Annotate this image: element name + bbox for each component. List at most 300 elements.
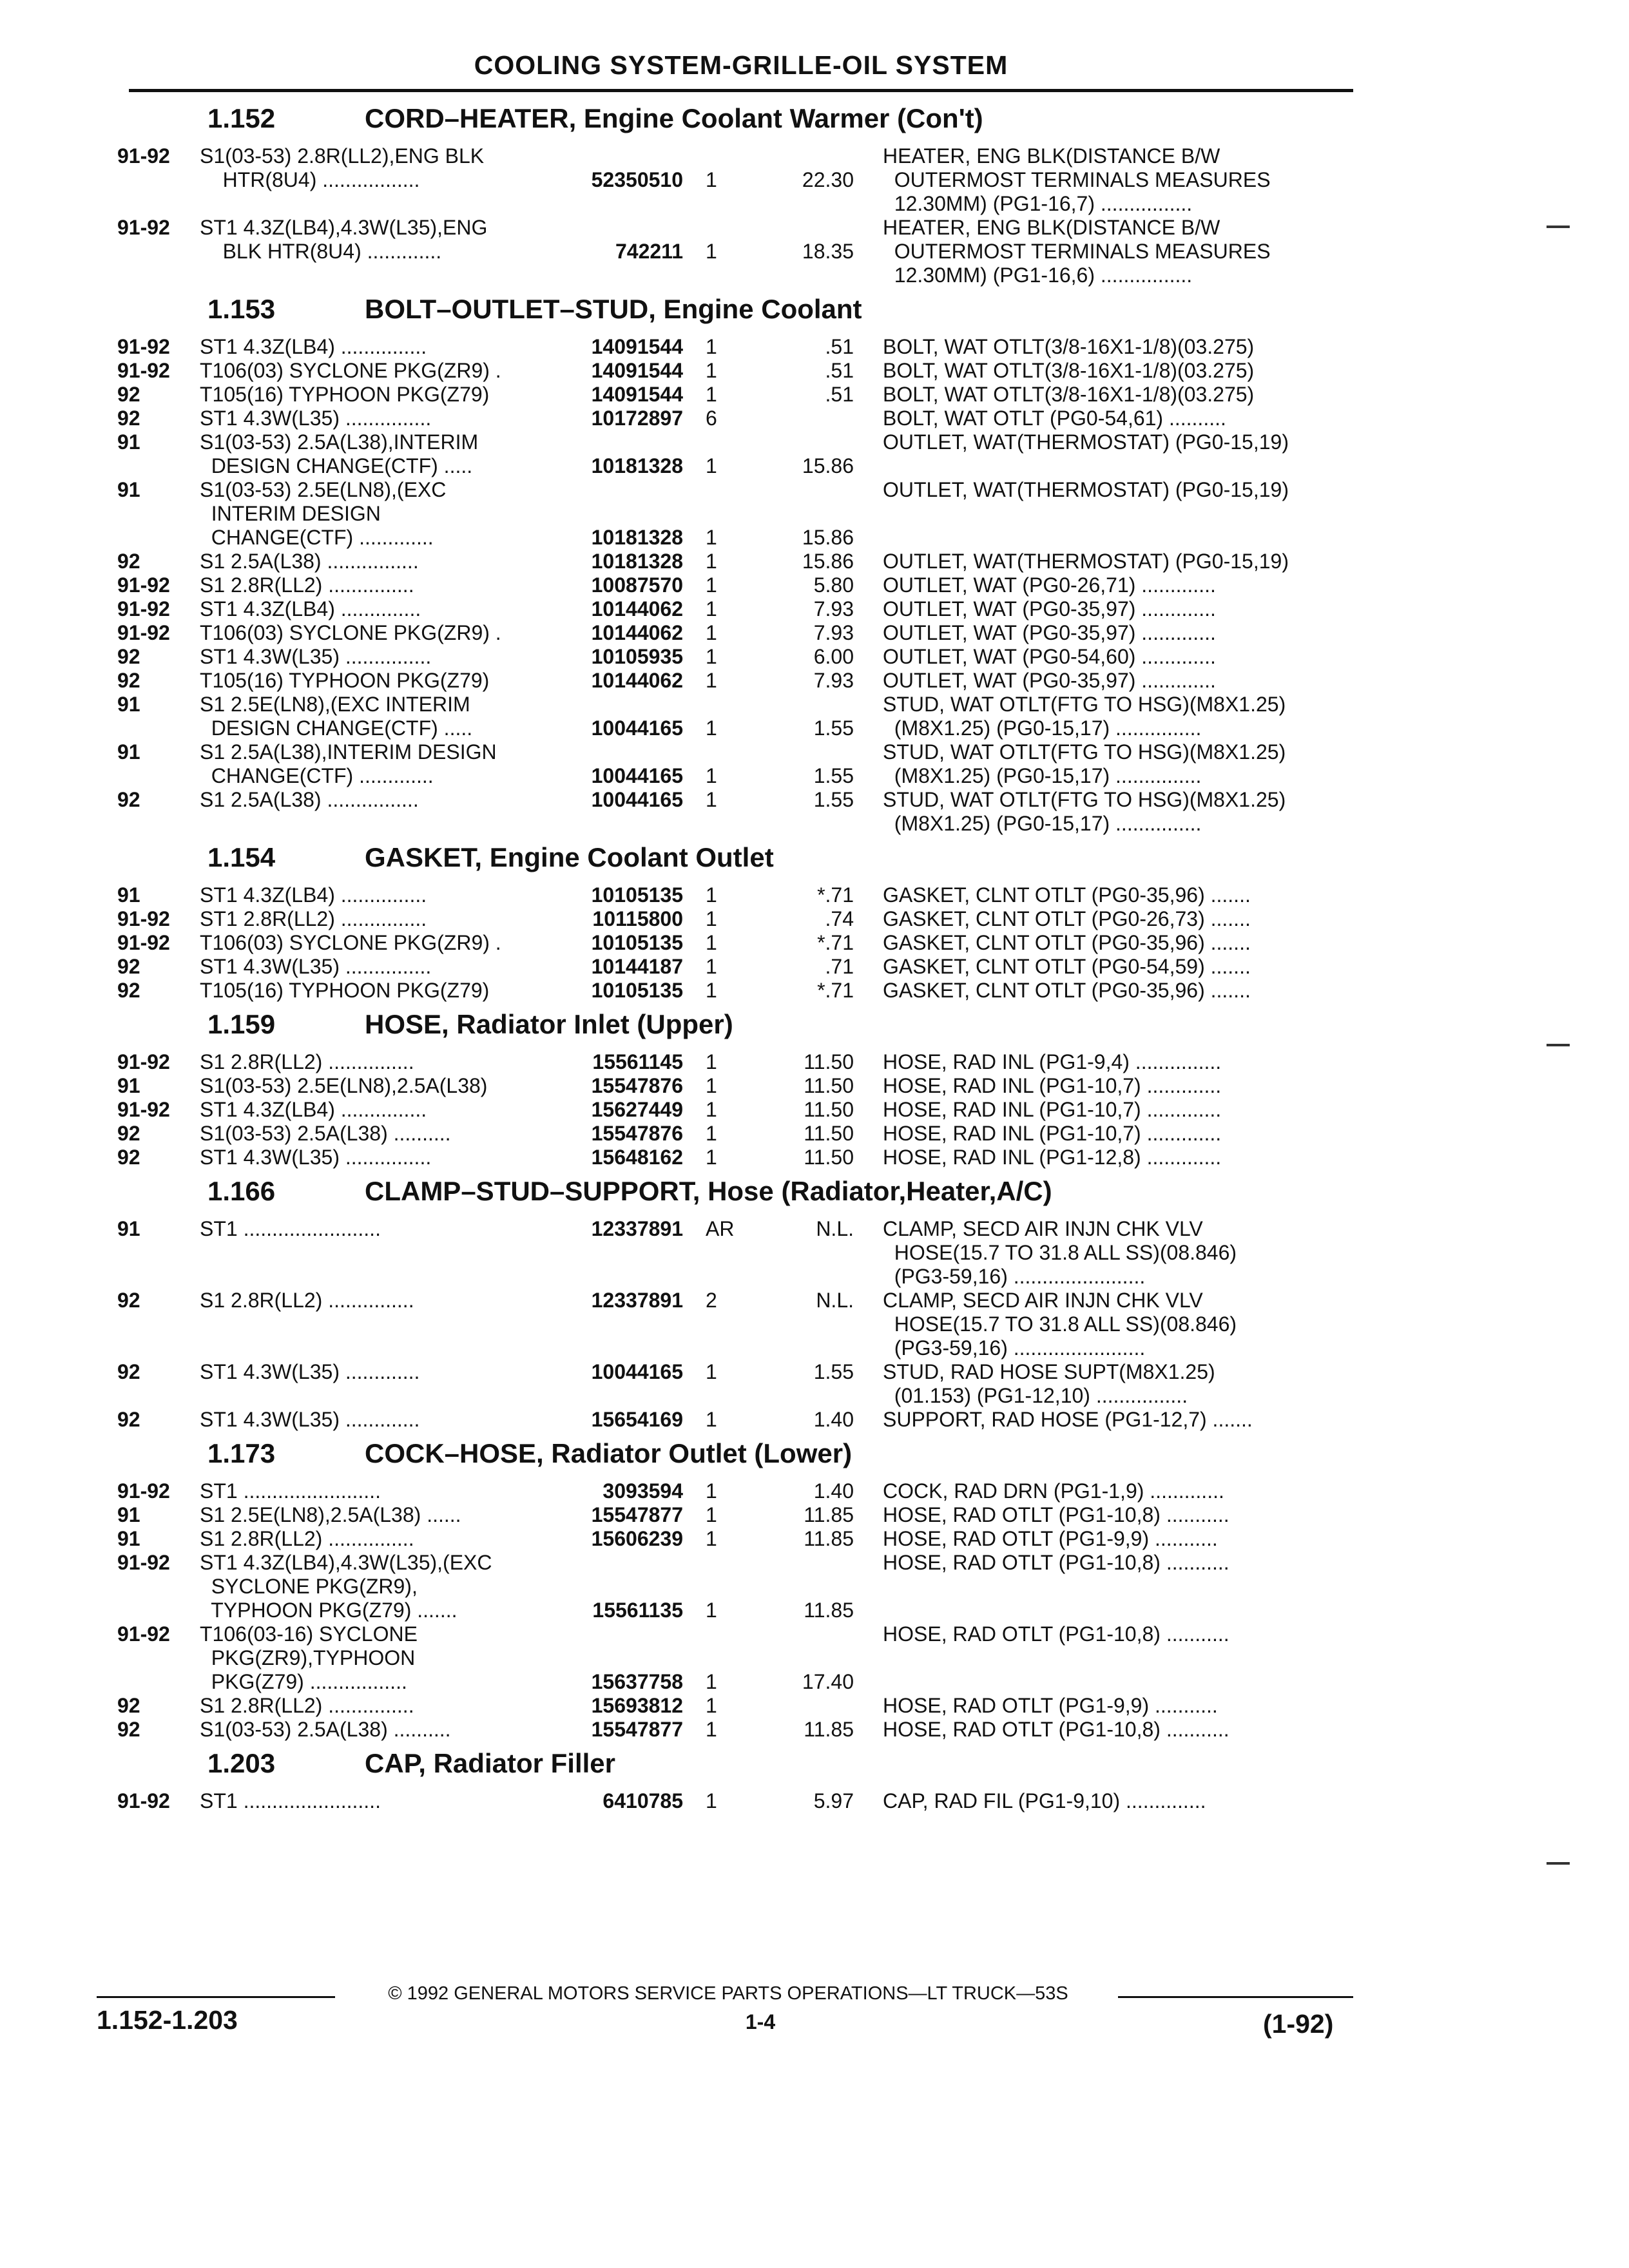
row-line bbox=[0, 1074, 1629, 1098]
part-description: HOSE, RAD OTLT (PG1-10,8) ........... bbox=[883, 1551, 1229, 1574]
model-year: 91 bbox=[117, 1074, 140, 1097]
quantity: 1 bbox=[706, 764, 717, 787]
model-year: 92 bbox=[117, 383, 140, 406]
model-year: 91 bbox=[117, 430, 140, 454]
price: 5.80 bbox=[813, 573, 854, 597]
model-description: ST1 4.3W(L35) ............. bbox=[200, 1360, 420, 1383]
parts-row bbox=[0, 1527, 1629, 1551]
row-line bbox=[0, 216, 1629, 240]
quantity: 1 bbox=[706, 1408, 717, 1431]
parts-row bbox=[0, 1050, 1629, 1074]
quantity: AR bbox=[706, 1217, 735, 1240]
part-number: 10181328 bbox=[591, 550, 683, 573]
part-number: 15547876 bbox=[591, 1074, 683, 1097]
price: 15.86 bbox=[802, 550, 854, 573]
price: 11.50 bbox=[804, 1098, 854, 1121]
parts-row bbox=[0, 669, 1629, 693]
model-description: S1 2.5A(L38) ................ bbox=[200, 788, 419, 811]
part-description: BOLT, WAT OTLT (PG0-54,61) .......... bbox=[883, 407, 1226, 430]
model-description: ST1 4.3W(L35) ............... bbox=[200, 645, 432, 668]
quantity: 1 bbox=[706, 931, 717, 954]
section-heading bbox=[0, 1003, 1629, 1050]
part-description: OUTLET, WAT (PG0-26,71) ............. bbox=[883, 573, 1216, 597]
part-description: OUTERMOST TERMINALS MEASURES bbox=[883, 168, 1271, 191]
model-description: CHANGE(CTF) ............. bbox=[200, 764, 434, 787]
footer-copyright: © 1992 GENERAL MOTORS SERVICE PARTS OPERATIONS—LT TRUCK—53S bbox=[388, 1983, 1068, 2004]
price: .51 bbox=[825, 359, 854, 382]
section-title: CAP, Radiator Filler bbox=[365, 1748, 615, 1778]
model-year: 91-92 bbox=[117, 335, 170, 358]
row-line bbox=[0, 383, 1629, 407]
model-year: 91 bbox=[117, 1217, 140, 1240]
part-number: 10144062 bbox=[591, 669, 683, 692]
quantity: 1 bbox=[706, 955, 717, 978]
model-description: S1(03-53) 2.5A(L38),INTERIM bbox=[200, 430, 479, 454]
part-description: HOSE, RAD OTLT (PG1-10,8) ........... bbox=[883, 1622, 1229, 1646]
model-description: HTR(8U4) ................. bbox=[200, 168, 420, 191]
model-year: 92 bbox=[117, 407, 140, 430]
model-description: S1 2.8R(LL2) ............... bbox=[200, 1694, 414, 1717]
section-heading bbox=[0, 97, 1629, 144]
model-description: S1(03-53) 2.5E(LN8),(EXC bbox=[200, 478, 447, 501]
model-description: BLK HTR(8U4) ............. bbox=[200, 240, 442, 263]
quantity: 1 bbox=[706, 1599, 717, 1622]
part-number: 15561135 bbox=[592, 1599, 683, 1622]
row-line bbox=[0, 526, 1629, 550]
row-line bbox=[0, 502, 1629, 526]
part-description: GASKET, CLNT OTLT (PG0-35,96) ....... bbox=[883, 979, 1251, 1002]
part-number: 10105135 bbox=[591, 979, 683, 1002]
footer-section-range: 1.152-1.203 bbox=[97, 2005, 238, 2035]
part-description: HOSE, RAD INL (PG1-10,7) ............. bbox=[883, 1122, 1222, 1145]
quantity: 1 bbox=[706, 669, 717, 692]
part-description: OUTERMOST TERMINALS MEASURES bbox=[883, 240, 1271, 263]
parts-row bbox=[0, 1074, 1629, 1098]
section-heading bbox=[0, 1742, 1629, 1789]
quantity: 1 bbox=[706, 597, 717, 620]
part-description: HOSE, RAD INL (PG1-10,7) ............. bbox=[883, 1098, 1222, 1121]
price: 1.55 bbox=[813, 716, 854, 740]
part-description: (M8X1.25) (PG0-15,17) ............... bbox=[883, 716, 1202, 740]
model-year: 91-92 bbox=[117, 1622, 170, 1646]
price: 1.55 bbox=[813, 788, 854, 811]
row-line bbox=[0, 1098, 1629, 1122]
price: 11.50 bbox=[804, 1146, 854, 1169]
parts-row bbox=[0, 1503, 1629, 1527]
row-line bbox=[0, 335, 1629, 359]
parts-row bbox=[0, 430, 1629, 478]
model-description: ST1 ........................ bbox=[200, 1479, 381, 1503]
model-description: T105(16) TYPHOON PKG(Z79) bbox=[200, 383, 490, 406]
quantity: 1 bbox=[706, 1670, 717, 1693]
part-description: GASKET, CLNT OTLT (PG0-54,59) ....... bbox=[883, 955, 1251, 978]
quantity: 1 bbox=[706, 1527, 717, 1550]
row-line bbox=[0, 454, 1629, 478]
part-description: HOSE, RAD OTLT (PG1-9,9) ........... bbox=[883, 1694, 1218, 1717]
quantity: 1 bbox=[706, 1098, 717, 1121]
part-description: (PG3-59,16) ....................... bbox=[883, 1336, 1146, 1360]
section-title: BOLT–OUTLET–STUD, Engine Coolant bbox=[365, 294, 862, 324]
row-line bbox=[0, 1408, 1629, 1432]
part-number: 10115800 bbox=[592, 907, 683, 930]
row-line bbox=[0, 430, 1629, 454]
margin-mark bbox=[1547, 1044, 1570, 1046]
row-line bbox=[0, 192, 1629, 216]
parts-row bbox=[0, 740, 1629, 788]
part-description: (M8X1.25) (PG0-15,17) ............... bbox=[883, 764, 1202, 787]
part-number: 10144062 bbox=[591, 597, 683, 620]
part-number: 15606239 bbox=[591, 1527, 683, 1550]
row-line bbox=[0, 1122, 1629, 1146]
model-year: 91-92 bbox=[117, 573, 170, 597]
parts-row bbox=[0, 1694, 1629, 1718]
section-title: HOSE, Radiator Inlet (Upper) bbox=[365, 1009, 733, 1039]
row-line bbox=[0, 931, 1629, 955]
section-number: 1.153 bbox=[207, 294, 276, 324]
row-line bbox=[0, 621, 1629, 645]
model-description: ST1 4.3W(L35) ............... bbox=[200, 955, 432, 978]
model-year: 92 bbox=[117, 955, 140, 978]
model-year: 92 bbox=[117, 1146, 140, 1169]
model-description: ST1 4.3Z(LB4) ............... bbox=[200, 335, 427, 358]
model-year: 91 bbox=[117, 478, 140, 501]
parts-row bbox=[0, 573, 1629, 597]
part-number: 742211 bbox=[615, 240, 683, 263]
parts-row bbox=[0, 1551, 1629, 1622]
model-description: ST1 4.3W(L35) ............. bbox=[200, 1408, 420, 1431]
quantity: 1 bbox=[706, 1074, 717, 1097]
parts-row bbox=[0, 1718, 1629, 1742]
model-year: 91 bbox=[117, 693, 140, 716]
part-description: BOLT, WAT OTLT(3/8-16X1-1/8)(03.275) bbox=[883, 359, 1255, 382]
model-description: T106(03-16) SYCLONE bbox=[200, 1622, 418, 1646]
model-description: S1 2.5E(LN8),(EXC INTERIM bbox=[200, 693, 470, 716]
row-line bbox=[0, 764, 1629, 788]
part-number: 10044165 bbox=[591, 764, 683, 787]
quantity: 1 bbox=[706, 621, 717, 644]
part-number: 10105135 bbox=[591, 931, 683, 954]
model-description: ST1 4.3Z(LB4) .............. bbox=[200, 597, 421, 620]
section-number: 1.152 bbox=[207, 103, 276, 133]
part-description: (M8X1.25) (PG0-15,17) ............... bbox=[883, 812, 1202, 835]
model-description: PKG(Z79) ................. bbox=[200, 1670, 407, 1693]
quantity: 1 bbox=[706, 573, 717, 597]
quantity: 6 bbox=[706, 407, 717, 430]
row-line bbox=[0, 645, 1629, 669]
part-description: OUTLET, WAT (PG0-35,97) ............. bbox=[883, 621, 1216, 644]
margin-mark bbox=[1547, 1862, 1570, 1865]
part-number: 14091544 bbox=[591, 383, 683, 406]
part-number: 6410785 bbox=[602, 1789, 683, 1812]
quantity: 1 bbox=[706, 1718, 717, 1741]
model-description: T106(03) SYCLONE PKG(ZR9) . bbox=[200, 931, 501, 954]
model-year: 92 bbox=[117, 1289, 140, 1312]
price: 7.93 bbox=[813, 621, 854, 644]
model-description: ST1 2.8R(LL2) ............... bbox=[200, 907, 427, 930]
model-year: 91-92 bbox=[117, 1479, 170, 1503]
model-description: DESIGN CHANGE(CTF) ..... bbox=[200, 716, 473, 740]
row-line bbox=[0, 1551, 1629, 1575]
quantity: 1 bbox=[706, 645, 717, 668]
part-description: HOSE, RAD INL (PG1-9,4) ............... bbox=[883, 1050, 1222, 1073]
model-year: 91 bbox=[117, 883, 140, 907]
model-year: 92 bbox=[117, 1122, 140, 1145]
parts-row bbox=[0, 1217, 1629, 1289]
header-rule bbox=[129, 89, 1353, 92]
parts-row bbox=[0, 693, 1629, 740]
row-line bbox=[0, 168, 1629, 192]
price: 1.55 bbox=[813, 764, 854, 787]
model-description: CHANGE(CTF) ............. bbox=[200, 526, 434, 549]
part-description: HOSE, RAD OTLT (PG1-10,8) ........... bbox=[883, 1503, 1229, 1526]
model-year: 91-92 bbox=[117, 359, 170, 382]
part-description: CAP, RAD FIL (PG1-9,10) .............. bbox=[883, 1789, 1206, 1812]
parts-row bbox=[0, 907, 1629, 931]
row-line bbox=[0, 1050, 1629, 1074]
model-year: 91-92 bbox=[117, 907, 170, 930]
row-line bbox=[0, 1527, 1629, 1551]
price: .51 bbox=[825, 383, 854, 406]
part-description: BOLT, WAT OTLT(3/8-16X1-1/8)(03.275) bbox=[883, 383, 1255, 406]
model-year: 92 bbox=[117, 788, 140, 811]
row-line bbox=[0, 955, 1629, 979]
row-line bbox=[0, 979, 1629, 1003]
row-line bbox=[0, 693, 1629, 716]
page-title: COOLING SYSTEM-GRILLE-OIL SYSTEM bbox=[474, 50, 1008, 80]
model-description: S1 2.5A(L38) ................ bbox=[200, 550, 419, 573]
model-description: S1 2.8R(LL2) ............... bbox=[200, 1527, 414, 1550]
model-description: S1 2.5A(L38),INTERIM DESIGN bbox=[200, 740, 497, 764]
parts-row bbox=[0, 144, 1629, 216]
section-title: GASKET, Engine Coolant Outlet bbox=[365, 842, 774, 872]
model-description: S1 2.5E(LN8),2.5A(L38) ...... bbox=[200, 1503, 461, 1526]
row-line bbox=[0, 1694, 1629, 1718]
row-line bbox=[0, 1622, 1629, 1646]
model-description: INTERIM DESIGN bbox=[200, 502, 381, 525]
price: 11.85 bbox=[804, 1503, 854, 1526]
row-line bbox=[0, 144, 1629, 168]
part-description: GASKET, CLNT OTLT (PG0-26,73) ....... bbox=[883, 907, 1251, 930]
row-line bbox=[0, 1217, 1629, 1241]
part-number: 15648162 bbox=[591, 1146, 683, 1169]
quantity: 1 bbox=[706, 716, 717, 740]
part-description: OUTLET, WAT (PG0-35,97) ............. bbox=[883, 597, 1216, 620]
parts-row bbox=[0, 1479, 1629, 1503]
model-year: 91-92 bbox=[117, 1050, 170, 1073]
parts-row bbox=[0, 1622, 1629, 1694]
parts-row bbox=[0, 335, 1629, 359]
model-year: 91 bbox=[117, 740, 140, 764]
parts-row bbox=[0, 1289, 1629, 1360]
row-line bbox=[0, 1241, 1629, 1265]
price: 7.93 bbox=[813, 597, 854, 620]
price: .74 bbox=[825, 907, 854, 930]
row-line bbox=[0, 1384, 1629, 1408]
part-description: CLAMP, SECD AIR INJN CHK VLV bbox=[883, 1289, 1203, 1312]
row-line bbox=[0, 716, 1629, 740]
footer-page-number: 1-4 bbox=[745, 2010, 776, 2033]
section-number: 1.166 bbox=[207, 1176, 276, 1206]
row-line bbox=[0, 907, 1629, 931]
row-line bbox=[0, 573, 1629, 597]
part-number: 10181328 bbox=[591, 526, 683, 549]
quantity: 1 bbox=[706, 1146, 717, 1169]
parts-row bbox=[0, 1098, 1629, 1122]
quantity: 1 bbox=[706, 1694, 717, 1717]
part-description: HEATER, ENG BLK(DISTANCE B/W bbox=[883, 216, 1220, 239]
row-line bbox=[0, 669, 1629, 693]
model-description: S1 2.8R(LL2) ............... bbox=[200, 573, 414, 597]
row-line bbox=[0, 1265, 1629, 1289]
section-number: 1.203 bbox=[207, 1748, 276, 1778]
quantity: 1 bbox=[706, 788, 717, 811]
parts-row bbox=[0, 1146, 1629, 1169]
price: 22.30 bbox=[802, 168, 854, 191]
part-description: COCK, RAD DRN (PG1-1,9) ............. bbox=[883, 1479, 1224, 1503]
quantity: 1 bbox=[706, 1050, 717, 1073]
model-description: S1(03-53) 2.5A(L38) .......... bbox=[200, 1122, 451, 1145]
price: 5.97 bbox=[813, 1789, 854, 1812]
model-description: SYCLONE PKG(ZR9), bbox=[200, 1575, 418, 1598]
part-description: (PG3-59,16) ....................... bbox=[883, 1265, 1146, 1288]
part-description: OUTLET, WAT(THERMOSTAT) (PG0-15,19) bbox=[883, 550, 1289, 573]
model-year: 91-92 bbox=[117, 1789, 170, 1812]
quantity: 1 bbox=[706, 550, 717, 573]
model-year: 91-92 bbox=[117, 621, 170, 644]
part-number: 15561145 bbox=[592, 1050, 683, 1073]
part-number: 14091544 bbox=[591, 359, 683, 382]
part-description: STUD, WAT OTLT(FTG TO HSG)(M8X1.25) bbox=[883, 740, 1286, 764]
part-number: 15637758 bbox=[591, 1670, 683, 1693]
part-number: 15693812 bbox=[591, 1694, 683, 1717]
quantity: 1 bbox=[706, 359, 717, 382]
part-description: (01.153) (PG1-12,10) ................ bbox=[883, 1384, 1188, 1407]
part-description: 12.30MM) (PG1-16,7) ................ bbox=[883, 192, 1193, 215]
model-description: T105(16) TYPHOON PKG(Z79) bbox=[200, 669, 490, 692]
row-line bbox=[0, 740, 1629, 764]
quantity: 1 bbox=[706, 907, 717, 930]
quantity: 1 bbox=[706, 168, 717, 191]
model-year: 91 bbox=[117, 1503, 140, 1526]
part-description: HEATER, ENG BLK(DISTANCE B/W bbox=[883, 144, 1220, 168]
price: 15.86 bbox=[802, 526, 854, 549]
part-number: 14091544 bbox=[591, 335, 683, 358]
parts-row bbox=[0, 359, 1629, 383]
price: *.71 bbox=[817, 979, 854, 1002]
model-description: DESIGN CHANGE(CTF) ..... bbox=[200, 454, 473, 477]
row-line bbox=[0, 1670, 1629, 1694]
model-description: S1 2.8R(LL2) ............... bbox=[200, 1289, 414, 1312]
model-year: 91 bbox=[117, 1527, 140, 1550]
part-description: GASKET, CLNT OTLT (PG0-35,96) ....... bbox=[883, 931, 1251, 954]
price: 1.40 bbox=[813, 1408, 854, 1431]
price: 1.55 bbox=[813, 1360, 854, 1383]
part-number: 12337891 bbox=[591, 1217, 683, 1240]
price: 17.40 bbox=[802, 1670, 854, 1693]
row-line bbox=[0, 788, 1629, 812]
section-number: 1.159 bbox=[207, 1009, 276, 1039]
quantity: 1 bbox=[706, 454, 717, 477]
row-line bbox=[0, 1289, 1629, 1312]
part-number: 10044165 bbox=[591, 716, 683, 740]
quantity: 1 bbox=[706, 1789, 717, 1812]
price: 1.40 bbox=[813, 1479, 854, 1503]
model-year: 92 bbox=[117, 1408, 140, 1431]
part-number: 10172897 bbox=[591, 407, 683, 430]
part-number: 10181328 bbox=[591, 454, 683, 477]
quantity: 1 bbox=[706, 979, 717, 1002]
part-number: 10044165 bbox=[591, 1360, 683, 1383]
parts-row bbox=[0, 1122, 1629, 1146]
model-year: 92 bbox=[117, 645, 140, 668]
row-line bbox=[0, 1336, 1629, 1360]
quantity: 1 bbox=[706, 383, 717, 406]
part-description: HOSE, RAD OTLT (PG1-10,8) ........... bbox=[883, 1718, 1229, 1741]
model-description: T106(03) SYCLONE PKG(ZR9) . bbox=[200, 621, 501, 644]
model-description: S1(03-53) 2.8R(LL2),ENG BLK bbox=[200, 144, 485, 168]
part-description: 12.30MM) (PG1-16,6) ................ bbox=[883, 264, 1193, 287]
part-description: CLAMP, SECD AIR INJN CHK VLV bbox=[883, 1217, 1203, 1240]
price: 6.00 bbox=[813, 645, 854, 668]
row-line bbox=[0, 1599, 1629, 1622]
row-line bbox=[0, 1312, 1629, 1336]
row-line bbox=[0, 1718, 1629, 1742]
section-title: CLAMP–STUD–SUPPORT, Hose (Radiator,Heater,A/C) bbox=[365, 1176, 1052, 1206]
parts-row bbox=[0, 883, 1629, 907]
row-line bbox=[0, 597, 1629, 621]
model-year: 92 bbox=[117, 1360, 140, 1383]
section-title: CORD–HEATER, Engine Coolant Warmer (Con't) bbox=[365, 103, 983, 133]
row-line bbox=[0, 883, 1629, 907]
part-description: HOSE(15.7 TO 31.8 ALL SS)(08.846) bbox=[883, 1312, 1237, 1336]
parts-row bbox=[0, 597, 1629, 621]
quantity: 1 bbox=[706, 1360, 717, 1383]
model-description: TYPHOON PKG(Z79) ....... bbox=[200, 1599, 458, 1622]
parts-row bbox=[0, 1360, 1629, 1408]
row-line bbox=[0, 1503, 1629, 1527]
parts-row bbox=[0, 407, 1629, 430]
price: *.71 bbox=[817, 883, 854, 907]
model-description: ST1 ........................ bbox=[200, 1789, 381, 1812]
model-description: T105(16) TYPHOON PKG(Z79) bbox=[200, 979, 490, 1002]
part-number: 15547877 bbox=[591, 1718, 683, 1741]
part-description: STUD, WAT OTLT(FTG TO HSG)(M8X1.25) bbox=[883, 788, 1286, 811]
parts-row bbox=[0, 383, 1629, 407]
model-year: 91-92 bbox=[117, 1098, 170, 1121]
part-number: 10105935 bbox=[591, 645, 683, 668]
model-description: ST1 4.3W(L35) ............... bbox=[200, 407, 432, 430]
model-year: 91-92 bbox=[117, 931, 170, 954]
parts-row bbox=[0, 621, 1629, 645]
price: 7.93 bbox=[813, 669, 854, 692]
quantity: 2 bbox=[706, 1289, 717, 1312]
price: N.L. bbox=[816, 1217, 854, 1240]
part-description: OUTLET, WAT (PG0-35,97) ............. bbox=[883, 669, 1216, 692]
row-line bbox=[0, 478, 1629, 502]
part-number: 15654169 bbox=[591, 1408, 683, 1431]
row-line bbox=[0, 1789, 1629, 1813]
part-description: STUD, WAT OTLT(FTG TO HSG)(M8X1.25) bbox=[883, 693, 1286, 716]
model-description: ST1 4.3Z(LB4) ............... bbox=[200, 883, 427, 907]
model-description: ST1 4.3W(L35) ............... bbox=[200, 1146, 432, 1169]
section-title: COCK–HOSE, Radiator Outlet (Lower) bbox=[365, 1438, 853, 1468]
section-number: 1.154 bbox=[207, 842, 276, 872]
part-description: OUTLET, WAT(THERMOSTAT) (PG0-15,19) bbox=[883, 478, 1289, 501]
price: 11.50 bbox=[804, 1122, 854, 1145]
model-description: ST1 4.3Z(LB4) ............... bbox=[200, 1098, 427, 1121]
section-heading bbox=[0, 287, 1629, 335]
price: .71 bbox=[825, 955, 854, 978]
